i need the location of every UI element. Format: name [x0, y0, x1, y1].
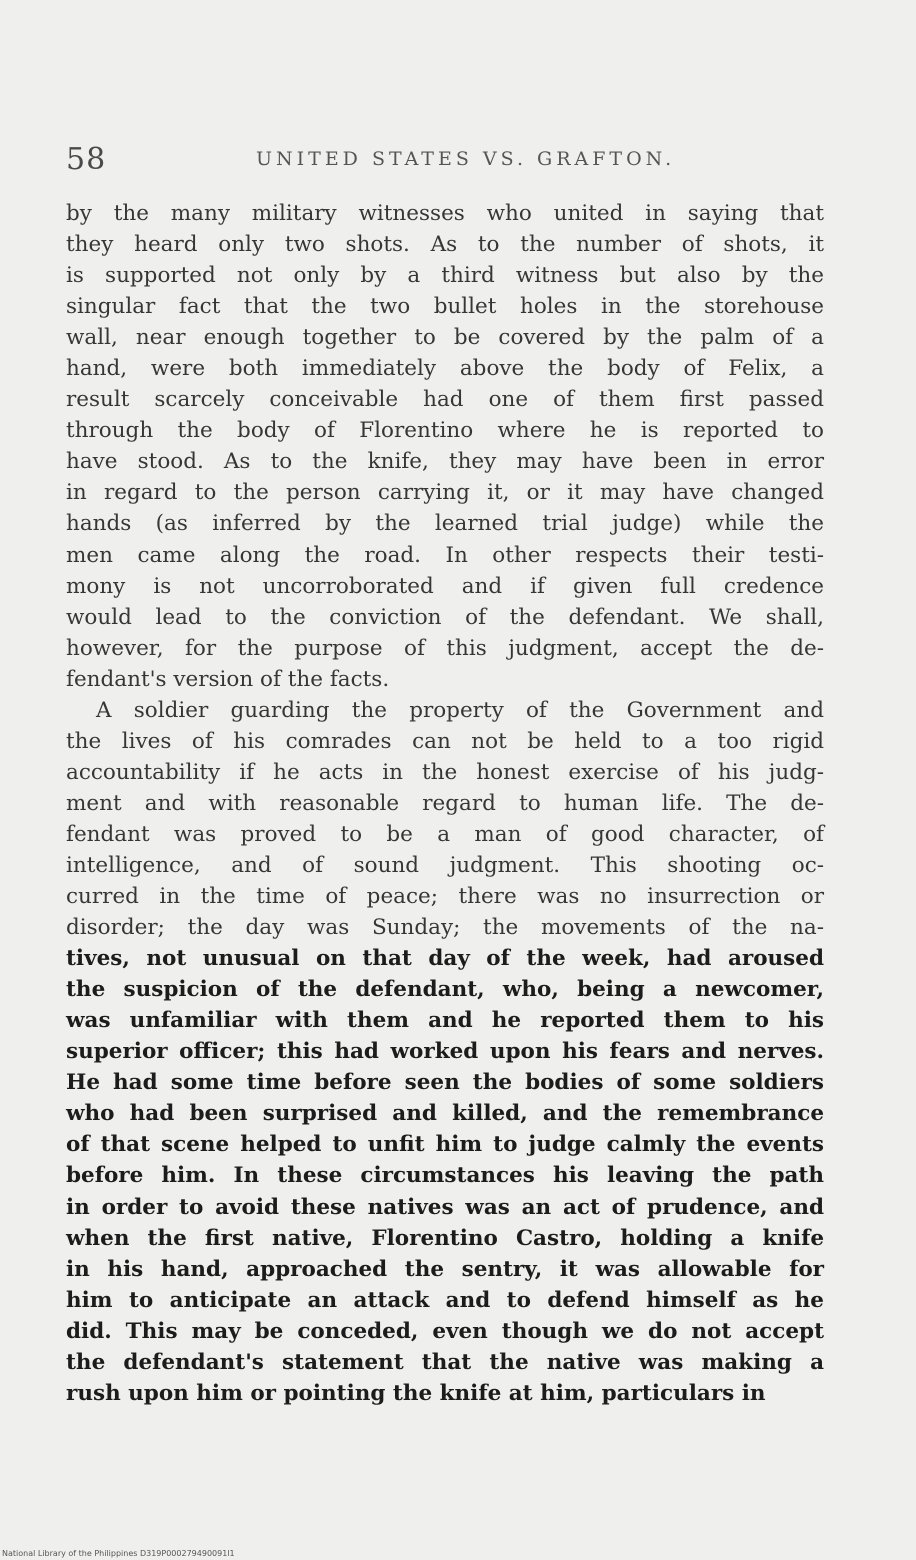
text-line: the defendant's statement that the native was making a [66, 1349, 824, 1375]
text-line: ment and with reasonable regard to human life. The de- [66, 790, 824, 816]
text-line: hands (as inferred by the learned trial judge) while the [66, 511, 824, 537]
text-line: superior officer; this had worked upon his fears and nerves. [66, 1039, 824, 1065]
text-line: through the body of Florentino where he is reported to [66, 418, 824, 444]
text-line: rush upon him or pointing the knife at him, particulars in [66, 1380, 766, 1406]
text-line: singular fact that the two bullet holes in the storehouse [66, 294, 824, 320]
text-line: fendant was proved to be a man of good character, of [66, 821, 824, 847]
text-line: have stood. As to the knife, they may have been in error [66, 449, 824, 475]
text-line: they heard only two shots. As to the number of shots, it [66, 232, 824, 258]
text-line: however, for the purpose of this judgment, accept the de- [66, 635, 824, 661]
text-line: tives, not unusual on that day of the week, had aroused [66, 946, 824, 972]
text-line: was unfamiliar with them and he reported them to his [66, 1008, 824, 1034]
paragraph [66, 695, 824, 1409]
text-line: him to anticipate an attack and to defend himself as he [66, 1287, 824, 1313]
text-line: before him. In these circumstances his leaving the path [66, 1163, 824, 1189]
text-line: disorder; the day was Sunday; the movements of the na- [66, 915, 824, 941]
text-line: when the first native, Florentino Castro, holding a knife [66, 1225, 824, 1251]
text-line: by the many military witnesses who united in saying that [66, 201, 824, 226]
text-line: hand, were both immediately above the body of Felix, a [66, 356, 824, 382]
text-line: would lead to the conviction of the defendant. We shall, [66, 604, 824, 630]
text-line: the suspicion of the defendant, who, being a newcomer, [66, 977, 824, 1003]
text-line: in his hand, approached the sentry, it was allowable for [66, 1256, 824, 1282]
text-line: result scarcely conceivable had one of them first passed [66, 387, 824, 413]
text-line: is supported not only by a third witness but also by the [66, 263, 824, 289]
text-line: He had some time before seen the bodies of some soldiers [66, 1070, 824, 1096]
body-text [66, 198, 824, 1409]
text-line: in order to avoid these natives was an act of prudence, and [66, 1194, 824, 1220]
footer-credit: National Library of the Philippines D319P000279490091l1 [2, 1549, 235, 1558]
text-line: of that scene helped to unfit him to judge calmly the events [66, 1132, 824, 1158]
page-number: 58 [66, 142, 107, 177]
text-line: in regard to the person carrying it, or it may have changed [66, 480, 824, 506]
text-line: did. This may be conceded, even though we do not accept [66, 1318, 824, 1344]
text-line: curred in the time of peace; there was no insurrection or [66, 884, 824, 910]
text-line: men came along the road. In other respects their testi- [66, 542, 824, 568]
text-line: mony is not uncorroborated and if given full credence [66, 573, 824, 599]
page-header [66, 142, 826, 182]
text-line: wall, near enough together to be covered by the palm of a [66, 325, 824, 351]
text-line: who had been surprised and killed, and the remembrance [66, 1101, 824, 1127]
text-line: the lives of his comrades can not be held to a too rigid [66, 728, 824, 754]
running-head: UNITED STATES VS. GRAFTON. [256, 148, 676, 170]
text-line: accountability if he acts in the honest exercise of his judg- [66, 759, 824, 785]
text-line: fendant's version of the facts. [66, 666, 390, 692]
text-line: intelligence, and of sound judgment. This shooting oc- [66, 852, 824, 878]
paragraph [66, 198, 824, 695]
text-line: A soldier guarding the property of the Government and [96, 697, 824, 723]
